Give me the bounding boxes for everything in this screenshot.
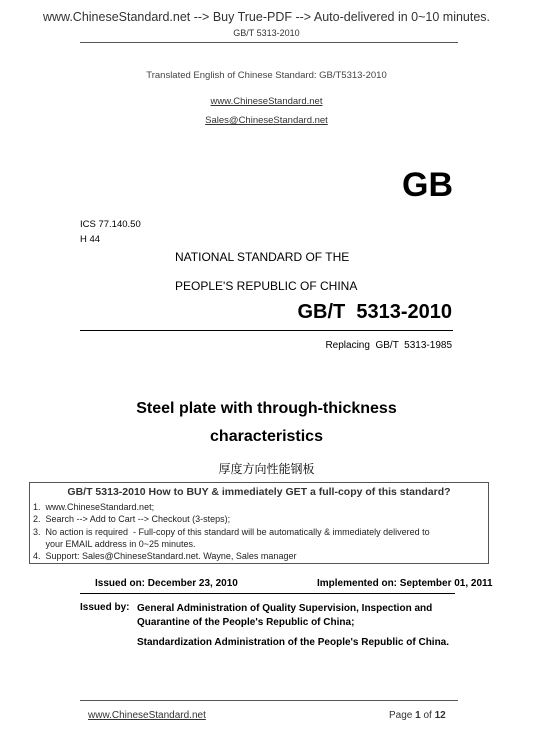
header-divider — [80, 42, 458, 43]
replacing-note: Replacing GB/T 5313-1985 — [325, 340, 452, 351]
list-item: 2. Search --> Add to Cart --> Checkout (3-steps); — [33, 514, 231, 525]
list-item: 3. No action is required - Full-copy of this standard will be automatically & immediately delivered to — [33, 526, 430, 537]
email-link[interactable]: Sales@ChineseStandard.net — [205, 115, 328, 126]
gb-logo: GB — [402, 166, 453, 204]
standard-divider — [80, 330, 453, 331]
page-of: of — [420, 710, 435, 721]
issued-on-date: Issued on: December 23, 2010 — [95, 578, 238, 589]
purchase-steps-list — [33, 501, 430, 562]
translation-note: Translated English of Chinese Standard: GB/T5313-2010 — [146, 70, 387, 81]
website-link[interactable]: www.ChineseStandard.net — [210, 96, 323, 107]
dates-divider — [80, 593, 455, 594]
issuer-line1: General Administration of Quality Supervision, Inspection and Quarantine of the People's Republic of China; — [137, 603, 433, 628]
footer-divider — [80, 700, 458, 701]
email-line — [0, 110, 533, 128]
page-indicator — [389, 710, 446, 721]
issued-by-label: Issued by: — [80, 602, 130, 613]
website-line — [0, 91, 533, 109]
national-standard-line1: NATIONAL STANDARD OF THE — [175, 250, 350, 264]
page-total: 12 — [434, 710, 446, 721]
standard-number: GB/T 5313-2010 — [297, 301, 452, 323]
document-title-line2: characteristics — [210, 428, 323, 445]
chinese-title: 厚度方向性能钢板 — [218, 462, 315, 476]
header-standard-code: GB/T 5313-2010 — [233, 28, 300, 38]
page-current: 1 — [415, 710, 421, 721]
page-prefix: Page — [389, 710, 416, 721]
list-item: your EMAIL address in 0~25 minutes. — [33, 538, 196, 549]
list-item: 1. www.ChineseStandard.net; — [33, 502, 155, 512]
implemented-on-date: Implemented on: September 01, 2011 — [317, 578, 493, 589]
footer-website-link[interactable]: www.ChineseStandard.net — [88, 710, 206, 721]
purchase-info-box — [29, 482, 489, 564]
issuer-line2: Standardization Administration of the People's Republic of China. — [137, 637, 450, 648]
list-item: 4. Support: Sales@ChineseStandard.net. Wayne, Sales manager — [33, 551, 297, 562]
classification-code: H 44 — [80, 234, 101, 245]
ics-code: ICS 77.140.50 — [80, 219, 141, 230]
purchase-box-title: GB/T 5313-2010 How to BUY & immediately GET a full-copy of this standard? — [67, 486, 451, 498]
national-standard-line2: PEOPLE'S REPUBLIC OF CHINA — [175, 279, 358, 293]
top-banner: www.ChineseStandard.net --> Buy True-PDF --> Auto-delivered in 0~10 minutes. — [42, 10, 491, 24]
document-title-line1: Steel plate with through-thickness — [136, 400, 397, 417]
